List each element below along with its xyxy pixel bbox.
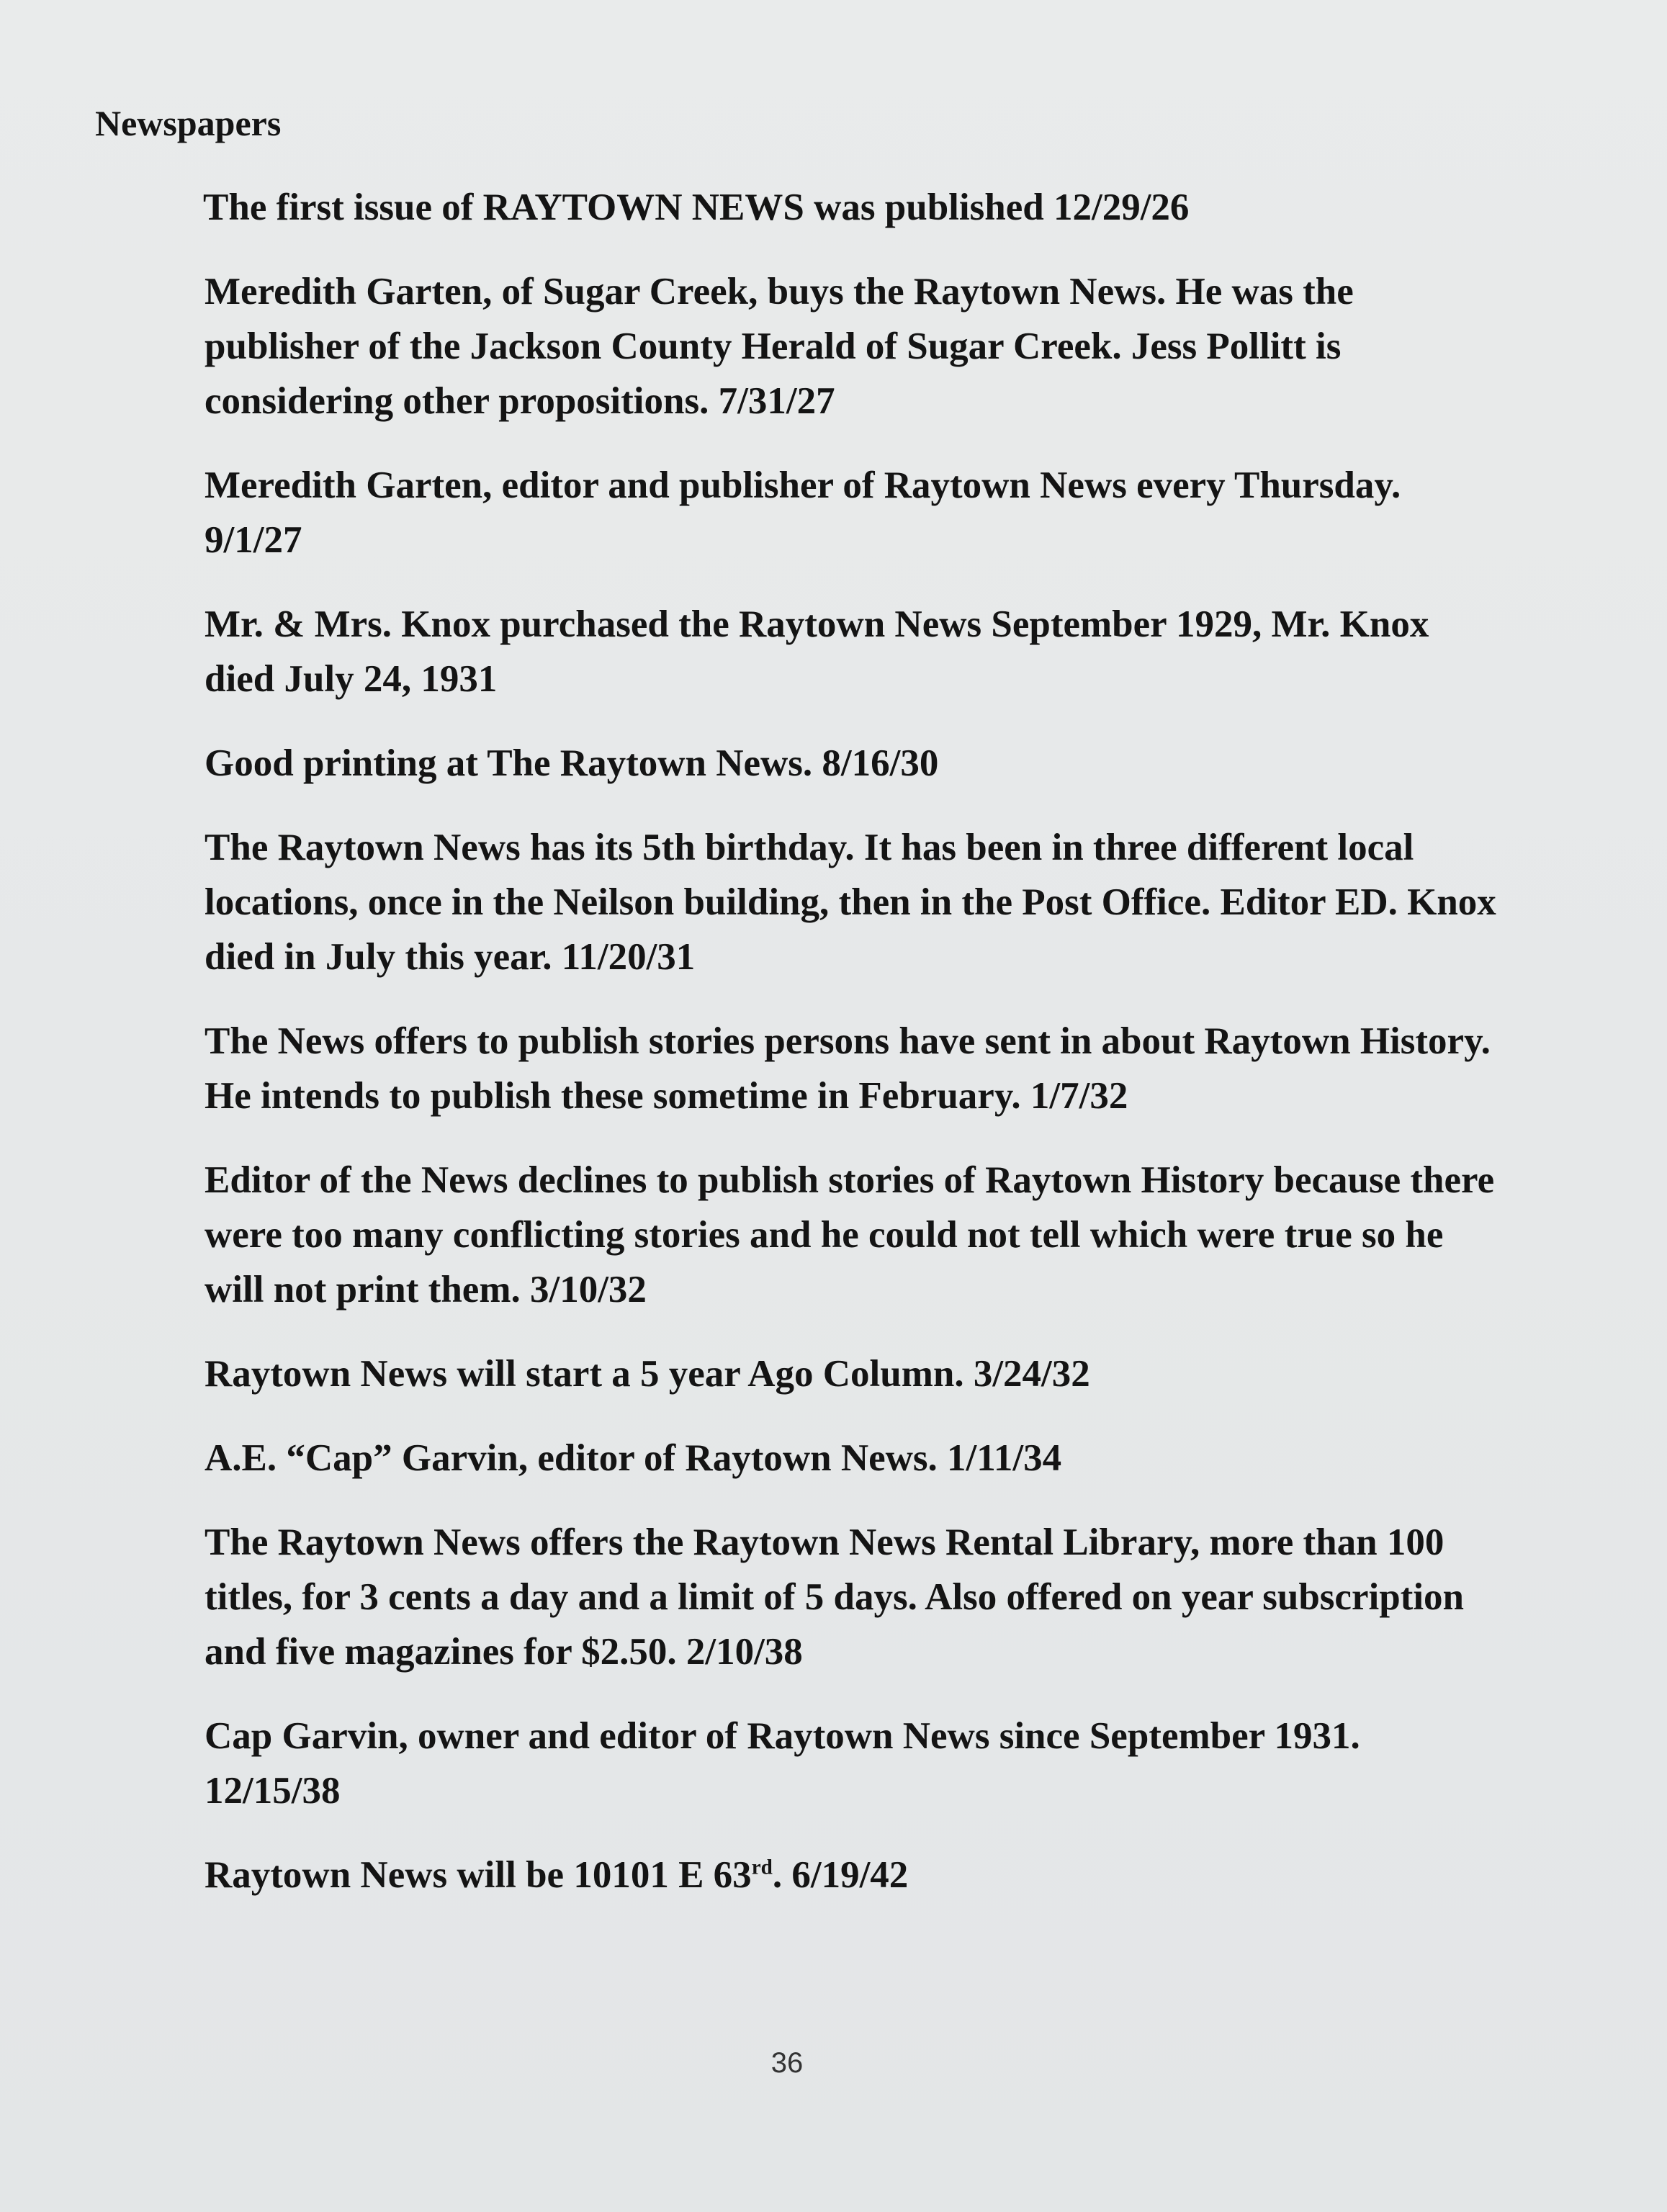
ordinal-suffix: rd — [751, 1856, 773, 1879]
entry-11: The Raytown News offers the Raytown News Rental Library, more than 100 titles, for 3 cents a day and a limit of 5 days. Also offered on year subscription and five magazines for $2.50. 2/10/38 — [205, 1521, 1465, 1673]
entry-6: The Raytown News has its 5th birthday. It has been in three different local locations, once in the Neilson building, then in the Post Office. Editor ED. Knox died in July this year. 11/20/31 — [205, 827, 1496, 978]
section-heading: Newspapers — [95, 103, 282, 143]
entry-7: The News offers to publish stories persons have sent in about Raytown History. He intends to publish these sometime in February. 1/7/32 — [205, 1020, 1491, 1117]
entry-4: Mr. & Mrs. Knox purchased the Raytown News September 1929, Mr. Knox died July 24, 1931 — [205, 603, 1429, 700]
entry-10: A.E. “Cap” Garvin, editor of Raytown News. 1/11/34 — [205, 1437, 1062, 1479]
entry-13-date: . 6/19/42 — [772, 1854, 909, 1896]
entry-3: Meredith Garten, editor and publisher of Raytown News every Thursday. 9/1/27 — [205, 464, 1401, 561]
entry-list — [200, 180, 1496, 1932]
entry-12: Cap Garvin, owner and editor of Raytown News since September 1931. 12/15/38 — [205, 1715, 1360, 1812]
page-number: 36 — [770, 2047, 804, 2079]
entry-9: Raytown News will start a 5 year Ago Column. 3/24/32 — [205, 1353, 1090, 1395]
entry-2: Meredith Garten, of Sugar Creek, buys the Raytown News. He was the publisher of the Jackson County Herald of Sugar Creek. Jess Pollitt is considering other propositions. 7/31/27 — [205, 271, 1354, 422]
entry-13 — [200, 1848, 1496, 1902]
entry-8: Editor of the News declines to publish stories of Raytown History because there were too many conflicting stories and he could not tell which were true so he will not print them. 3/10/32 — [205, 1159, 1495, 1310]
entry-13-text: Raytown News will be 10101 E 63 — [205, 1854, 752, 1896]
entry-1: The first issue of RAYTOWN NEWS was published 12/29/26 — [203, 186, 1190, 228]
entry-5: Good printing at The Raytown News. 8/16/30 — [205, 742, 939, 784]
